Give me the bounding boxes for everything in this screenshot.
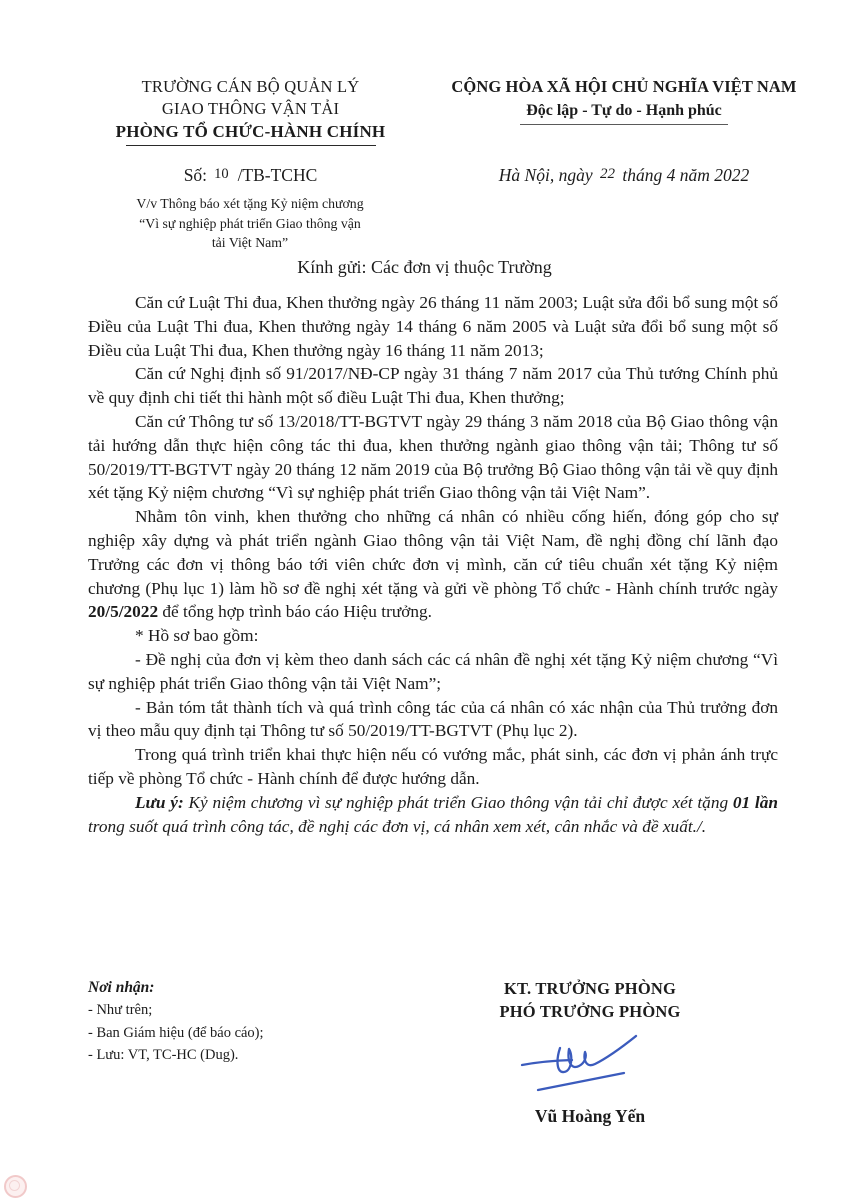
signing-block <box>445 977 735 1023</box>
org-name-line1: TRƯỜNG CÁN BỘ QUẢN LÝ <box>141 77 360 96</box>
paragraph-legal-basis-3: Căn cứ Thông tư số 13/2018/TT-BGTVT ngày 29 tháng 3 năm 2018 của Bộ Giao thông vận tải hướng dẫn thực hiện công tác thi đua, khen thưởng ngành giao thông vận tải; Thông tư số 50/2019/TT-BGTVT ngày 20 tháng 12 năm 2019 của Bộ trưởng Bộ Giao thông vận tải về quy định xét tặng Kỷ niệm chương “Vì sự nghiệp phát triển Giao thông vận tải Việt Nam”. <box>88 411 778 503</box>
place-date-line <box>428 165 820 186</box>
issuing-org-block <box>78 76 423 146</box>
recipients-label: Nơi nhận: <box>88 979 155 996</box>
national-motto-block <box>428 76 820 125</box>
recipient-item: - Lưu: VT, TC-HC (Dug). <box>88 1047 239 1063</box>
recipient-item: - Ban Giám hiệu (để báo cáo); <box>88 1024 264 1041</box>
subject-line3: tải Việt Nam” <box>211 235 289 250</box>
org-department: PHÒNG TỔ CHỨC-HÀNH CHÍNH <box>115 122 386 141</box>
org-underline-rule <box>126 145 376 146</box>
note-text-1: Kỷ niệm chương vì sự nghiệp phát triển Giao thông vận tải chỉ được xét tặng <box>183 792 733 812</box>
faint-red-circle-stamp-icon <box>4 1175 27 1198</box>
date-day-value: 22 <box>599 166 615 182</box>
paragraph-note <box>88 791 778 839</box>
document-number-line <box>78 165 423 186</box>
purpose-text-pre: Nhằm tôn vinh, khen thưởng cho những cá nhân có nhiều cống hiến, đóng góp cho sự nghiệp xây dựng và phát triển ngành Giao thông vận tải Việt Nam, đề nghị đồng chí lãnh đạo Trưởng các đơn vị thông báo tới viên chức đơn vị mình, căn cứ tiêu chuẩn xét tặng Kỷ niệm chương (Phụ lục 1) làm hồ sơ đề nghị xét tặng và gửi về phòng Tổ chức - Hành chính trước ngày <box>88 507 778 598</box>
note-label: Lưu ý: <box>135 792 184 812</box>
signer-title-2: PHÓ TRƯỞNG PHÒNG <box>499 1002 681 1021</box>
place-date-pre: Hà Nội, ngày <box>498 165 593 185</box>
paragraph-contact: Trong quá trình triển khai thực hiện nếu có vướng mắc, phát sinh, các đơn vị phản ánh trực tiếp về phòng Tổ chức - Hành chính để được hướng dẫn. <box>88 745 778 788</box>
deadline-date: 20/5/2022 <box>88 602 159 622</box>
paragraph-dossier-item-2: - Bản tóm tắt thành tích và quá trình công tác của cá nhân có xác nhận của Thủ trưởng đơn vị theo mẫu quy định tại Thông tư số 50/2019/TT-BGTVT (Phụ lục 2). <box>88 697 778 741</box>
document-number-suffix: /TB-TCHC <box>237 165 318 185</box>
paragraph-legal-basis-1: Căn cứ Luật Thi đua, Khen thưởng ngày 26 tháng 11 năm 2003; Luật sửa đổi bổ sung một số Điều của Luật Thi đua, Khen thưởng ngày 14 tháng 6 năm 2005 và Luật sửa đổi bổ sung một số Điều của Luật Thi đua, Khen thưởng ngày 16 tháng 11 năm 2013; <box>88 293 778 360</box>
note-text-2: trong suốt quá trình công tác, đề nghị các đơn vị, cá nhân xem xét, cân nhắc và đề xuất./. <box>88 816 707 836</box>
stamp-inner-ring <box>9 1180 20 1191</box>
purpose-text-post: để tổng hợp trình báo cáo Hiệu trưởng. <box>158 602 432 622</box>
signer-title-1: KT. TRƯỞNG PHÒNG <box>503 979 677 998</box>
paragraph-dossier-item-1: - Đề nghị của đơn vị kèm theo danh sách các cá nhân đề nghị xét tặng Kỷ niệm chương “Vì sự nghiệp phát triển Giao thông vận tải Việt Nam”; <box>88 649 778 693</box>
recipients-block <box>88 977 264 1067</box>
paragraph-legal-basis-2: Căn cứ Nghị định số 91/2017/NĐ-CP ngày 31 tháng 7 năm 2017 của Thủ tướng Chính phủ về quy định chi tiết thi hành một số điều Luật Thi đua, Khen thưởng; <box>88 364 778 408</box>
salutation: Kính gửi: Các đơn vị thuộc Trường <box>297 257 552 277</box>
signer-name: Vũ Hoàng Yến <box>534 1106 646 1126</box>
subject-line2: “Vì sự nghiệp phát triển Giao thông vận <box>139 215 361 231</box>
document-body <box>88 291 778 838</box>
handwritten-signature-icon <box>514 1026 660 1100</box>
national-motto-line1: CỘNG HÒA XÃ HỘI CHỦ NGHĨA VIỆT NAM <box>451 77 797 96</box>
note-bold-once: 01 lần <box>732 792 778 812</box>
document-subject <box>100 194 400 253</box>
org-name-line2: GIAO THÔNG VẬN TẢI <box>161 99 340 118</box>
national-motto-line2: Độc lập - Tự do - Hạnh phúc <box>520 98 728 125</box>
document-number-label: Số: <box>183 165 208 185</box>
subject-line1: V/v Thông báo xét tặng Kỷ niệm chương <box>136 196 364 211</box>
place-date-post: tháng 4 năm 2022 <box>622 165 750 185</box>
paragraph-purpose-deadline <box>88 505 778 624</box>
recipient-item: - Như trên; <box>88 1002 153 1018</box>
paragraph-dossier-heading: * Hồ sơ bao gồm: <box>135 626 259 646</box>
document-number-value: 10 <box>214 166 229 182</box>
